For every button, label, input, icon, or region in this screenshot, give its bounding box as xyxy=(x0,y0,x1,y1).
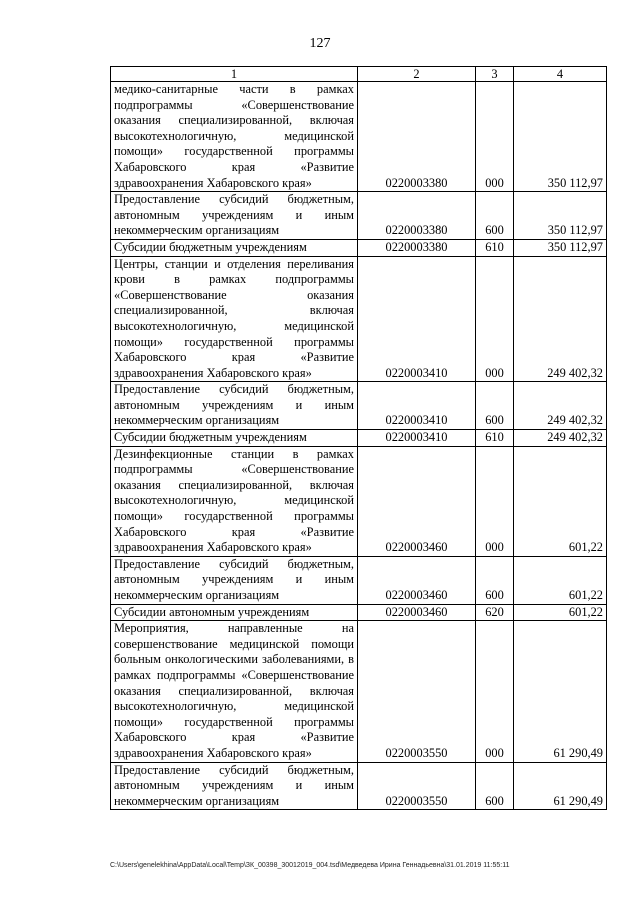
row-expense-type: 000 xyxy=(476,82,514,192)
row-description: Предоставление субсидий бюджетным, автономным учреждениям и иным некоммерческим организациям xyxy=(111,762,358,810)
row-expense-type: 000 xyxy=(476,621,514,762)
column-header-4: 4 xyxy=(514,67,607,82)
row-expense-type: 610 xyxy=(476,239,514,256)
row-amount: 61 290,49 xyxy=(514,621,607,762)
row-description: Предоставление субсидий бюджетным, автономным учреждениям и иным некоммерческим организациям xyxy=(111,556,358,604)
table-row xyxy=(111,621,607,762)
table-row xyxy=(111,382,607,430)
table-row xyxy=(111,556,607,604)
row-target-code: 0220003460 xyxy=(358,446,476,556)
row-target-code: 0220003380 xyxy=(358,239,476,256)
column-header-2: 2 xyxy=(358,67,476,82)
table-row xyxy=(111,239,607,256)
row-expense-type: 620 xyxy=(476,604,514,621)
row-description: Субсидии автономным учреждениям xyxy=(111,604,358,621)
row-description: Центры, станции и отделения переливания крови в рамках подпрограммы «Совершенствование оказания специализированной, включая высокотехнологичную, медицинской помощи» государственной программы Хабаровского края «Развитие здравоохранения Хабаровского края» xyxy=(111,256,358,382)
table-header-row xyxy=(111,67,607,82)
row-target-code: 0220003410 xyxy=(358,256,476,382)
row-target-code: 0220003380 xyxy=(358,192,476,240)
row-description: Субсидии бюджетным учреждениям xyxy=(111,239,358,256)
table-row xyxy=(111,256,607,382)
row-description: медико-санитарные части в рамках подпрограммы «Совершенствование оказания специализированной, включая высокотехнологичную, медицинской помощи» государственной программы Хабаровского края «Развитие здравоохранения Хабаровского края» xyxy=(111,82,358,192)
table-row xyxy=(111,604,607,621)
row-amount: 601,22 xyxy=(514,556,607,604)
table-row xyxy=(111,446,607,556)
row-amount: 601,22 xyxy=(514,446,607,556)
row-amount: 249 402,32 xyxy=(514,382,607,430)
row-expense-type: 600 xyxy=(476,556,514,604)
table-row xyxy=(111,192,607,240)
row-target-code: 0220003410 xyxy=(358,430,476,447)
table-row xyxy=(111,430,607,447)
row-target-code: 0220003550 xyxy=(358,762,476,810)
row-expense-type: 000 xyxy=(476,446,514,556)
row-amount: 350 112,97 xyxy=(514,192,607,240)
row-description: Дезинфекционные станции в рамках подпрограммы «Совершенствование оказания специализированной, включая высокотехнологичную, медицинской помощи» государственной программы Хабаровского края «Развитие здравоохранения Хабаровского края» xyxy=(111,446,358,556)
footer-file-path: C:\Users\genelekhina\AppData\Local\Temp\ЗК_00398_30012019_004.tsd\Медведева Ирина Геннадьевна\31.01.2019 11:55:11 xyxy=(110,862,510,869)
row-description: Субсидии бюджетным учреждениям xyxy=(111,430,358,447)
column-header-3: 3 xyxy=(476,67,514,82)
row-description: Предоставление субсидий бюджетным, автономным учреждениям и иным некоммерческим организациям xyxy=(111,192,358,240)
row-description: Мероприятия, направленные на совершенствование медицинской помощи больным онкологическими заболеваниями, в рамках подпрограммы «Совершенствование оказания специализированной, включая высокотехнологичную, медицинской помощи» государственной программы Хабаровского края «Развитие здравоохранения Хабаровского края» xyxy=(111,621,358,762)
row-expense-type: 000 xyxy=(476,256,514,382)
row-target-code: 0220003380 xyxy=(358,82,476,192)
row-expense-type: 610 xyxy=(476,430,514,447)
column-header-1: 1 xyxy=(111,67,358,82)
row-amount: 350 112,97 xyxy=(514,82,607,192)
row-target-code: 0220003550 xyxy=(358,621,476,762)
row-amount: 249 402,32 xyxy=(514,256,607,382)
row-target-code: 0220003460 xyxy=(358,604,476,621)
row-expense-type: 600 xyxy=(476,382,514,430)
row-description: Предоставление субсидий бюджетным, автономным учреждениям и иным некоммерческим организациям xyxy=(111,382,358,430)
row-amount: 601,22 xyxy=(514,604,607,621)
row-amount: 350 112,97 xyxy=(514,239,607,256)
page-number: 127 xyxy=(309,36,331,51)
row-expense-type: 600 xyxy=(476,762,514,810)
row-target-code: 0220003460 xyxy=(358,556,476,604)
row-amount: 61 290,49 xyxy=(514,762,607,810)
budget-table xyxy=(110,66,607,810)
row-target-code: 0220003410 xyxy=(358,382,476,430)
table-row xyxy=(111,82,607,192)
row-amount: 249 402,32 xyxy=(514,430,607,447)
table-row xyxy=(111,762,607,810)
row-expense-type: 600 xyxy=(476,192,514,240)
